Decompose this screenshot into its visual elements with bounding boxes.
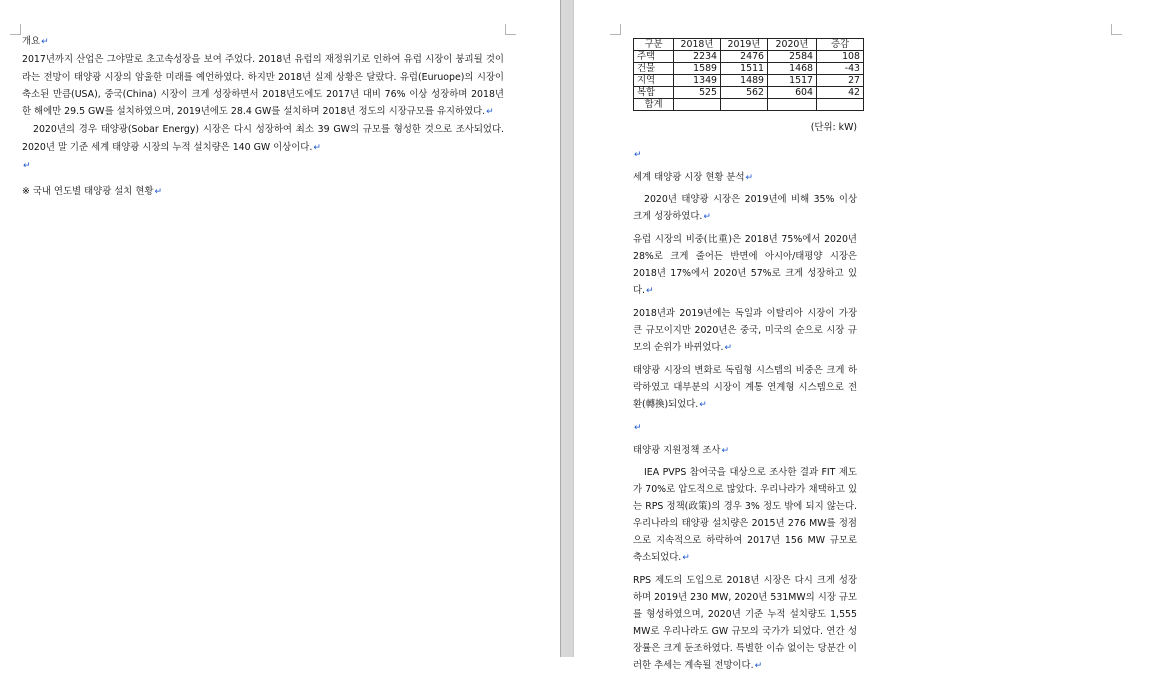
table-row xyxy=(634,51,864,63)
paragraph-mark-icon: ↵ xyxy=(745,173,754,183)
table-cell[interactable]: 2584 xyxy=(768,51,817,63)
left-page-body[interactable] xyxy=(22,33,504,202)
section-heading: 개요↵ xyxy=(22,36,49,47)
table-cell[interactable]: 1511 xyxy=(721,63,768,75)
table-cell[interactable]: 525 xyxy=(674,87,721,99)
row-label-cell[interactable]: 주택 xyxy=(634,51,674,63)
table-cell[interactable]: 42 xyxy=(817,87,864,99)
table-cell[interactable]: -43 xyxy=(817,63,864,75)
paragraph-mark-icon: ↵ xyxy=(699,400,707,410)
table-cell[interactable] xyxy=(768,99,817,111)
table-unit-caption: (단위: kW) xyxy=(810,122,857,133)
paragraph: 태양광 시장의 변화로 독립형 시스템의 비중은 크게 하락하였고 대부분의 시장이 계통 연계형 시스템으로 전환(轉換)되었다.↵ xyxy=(633,365,857,410)
document-page-left[interactable] xyxy=(0,0,560,657)
table-cell[interactable]: 2234 xyxy=(674,51,721,63)
table-total-row xyxy=(634,99,864,111)
paragraph-mark-icon: ↵ xyxy=(634,423,642,433)
table-cell[interactable]: 27 xyxy=(817,75,864,87)
empty-paragraph xyxy=(633,419,857,437)
paragraph: 2020년의 경우 태양광(Sobar Energy) 시장은 다시 성장하여 최소 39 GW의 규모를 형성한 것으로 조사되었다. 2020년 말 기준 세계 태양광 시장의 누적 설치량은 140 GW 이상이다.↵ xyxy=(22,124,504,153)
header-cell[interactable]: 증감 xyxy=(817,39,864,51)
installation-table[interactable] xyxy=(633,38,864,111)
paragraph-mark-icon: ↵ xyxy=(23,161,31,172)
paragraph-mark-icon: ↵ xyxy=(682,553,690,563)
table-cell[interactable]: 1468 xyxy=(768,63,817,75)
empty-paragraph xyxy=(22,157,504,175)
table-cell[interactable]: 604 xyxy=(768,87,817,99)
right-page-body[interactable] xyxy=(633,146,857,680)
crop-mark xyxy=(505,24,516,35)
paragraph-mark-icon: ↵ xyxy=(486,107,494,118)
paragraph-mark-icon: ↵ xyxy=(754,661,763,671)
document-page-right[interactable] xyxy=(574,0,1161,671)
row-label-cell[interactable]: 건물 xyxy=(634,63,674,75)
table-cell[interactable]: 1349 xyxy=(674,75,721,87)
table-cell[interactable]: 1489 xyxy=(721,75,768,87)
row-label-cell[interactable]: 복합 xyxy=(634,87,674,99)
table-cell[interactable]: 562 xyxy=(721,87,768,99)
header-cell[interactable]: 2018년 xyxy=(674,39,721,51)
section-heading: 세계 태양광 시장 현황 분석↵ xyxy=(633,172,754,183)
row-label-cell[interactable]: 합계 xyxy=(634,99,674,111)
paragraph: 2018년과 2019년에는 독일과 이탈리아 시장이 가장 큰 규모이지만 2020년은 중국, 미국의 순으로 시장 규모의 순위가 바뀌었다.↵ xyxy=(633,308,857,353)
paragraph: 유럽 시장의 비중(比重)은 2018년 75%에서 2020년 28%로 크게 줄어든 반면에 아시아/태평양 시장은 2018년 17%에서 2020년 57%로 크게 성장하고 있다.↵ xyxy=(633,234,857,296)
paragraph-mark-icon: ↵ xyxy=(634,150,642,160)
row-label-cell[interactable]: 지역 xyxy=(634,75,674,87)
header-cell[interactable]: 구분 xyxy=(634,39,674,51)
table-note: ※ 국내 연도별 태양광 설치 현황↵ xyxy=(22,186,162,198)
table-cell[interactable] xyxy=(721,99,768,111)
table-header-row xyxy=(634,39,864,51)
paragraph-mark-icon: ↵ xyxy=(41,37,49,47)
paragraph-mark-icon: ↵ xyxy=(724,343,732,353)
header-cell[interactable]: 2020년 xyxy=(768,39,817,51)
crop-mark xyxy=(1111,24,1122,35)
paragraph-mark-icon: ↵ xyxy=(703,212,711,222)
crop-mark xyxy=(10,24,21,35)
table-row xyxy=(634,63,864,75)
table-row xyxy=(634,87,864,99)
table-cell[interactable]: 108 xyxy=(817,51,864,63)
table-cell[interactable]: 2476 xyxy=(721,51,768,63)
paragraph: 2020년 태양광 시장은 2019년에 비해 35% 이상 크게 성장하였다.↵ xyxy=(633,194,857,222)
paragraph-mark-icon: ↵ xyxy=(313,142,321,153)
paragraph: 2017년까지 산업은 그야말로 초고속성장을 보여 주었다. 2018년 유럽의 재정위기로 인하여 유럽 시장이 붕괴될 것이라는 전망이 태양광 시장의 암울한 미래를 예언하였다. 하지만 2018년 실제 상황은 달랐다. 유럽(Euruope)의 시장이 축소된 만큼(USA), 중국(China) 시장이 크게 성장하면서 2018년도에도 2017년 대비 76% 이상 성장하며 2018년 한 해에만 29.5 GW를 설치하였으며, 2019년에도 28.4 GW를 설치하며 2018년 정도의 시장규모를 유지하였다.↵ xyxy=(22,54,504,118)
table-cell[interactable]: 1517 xyxy=(768,75,817,87)
page-gutter xyxy=(560,0,574,657)
paragraph-mark-icon: ↵ xyxy=(154,187,162,198)
paragraph-mark-icon: ↵ xyxy=(646,286,654,296)
header-cell[interactable]: 2019년 xyxy=(721,39,768,51)
table-row xyxy=(634,75,864,87)
table-cell[interactable] xyxy=(674,99,721,111)
paragraph: IEA PVPS 참여국을 대상으로 조사한 결과 FIT 제도가 70%로 압도적으로 많았다. 우리나라가 채택하고 있는 RPS 정책(政策)의 경우 3% 정도 밖에 되지 않는다. 우리나라의 태양광 설치량은 2015년 276 MW를 정점으로 지속적으로 하락하여 2017년 156 MW 규모로 축소되었다.↵ xyxy=(633,467,857,563)
table-cell[interactable] xyxy=(817,99,864,111)
paragraph: RPS 제도의 도입으로 2018년 시장은 다시 크게 성장하며 2019년 230 MW, 2020년 531MW의 시장 규모를 형성하였으며, 2020년 기준 누적 설치량도 1,555 MW로 우리나라도 GW 규모의 국가가 되었다. 연간 성장률은 크게 둔조하였다. 특별한 이슈 없이는 당분간 이러한 추세는 계속될 전망이다.↵ xyxy=(633,575,857,671)
empty-paragraph xyxy=(633,146,857,164)
paragraph-mark-icon: ↵ xyxy=(721,446,730,456)
crop-mark xyxy=(610,24,621,35)
table-cell[interactable]: 1589 xyxy=(674,63,721,75)
section-heading: 태양광 지원정책 조사↵ xyxy=(633,445,730,456)
